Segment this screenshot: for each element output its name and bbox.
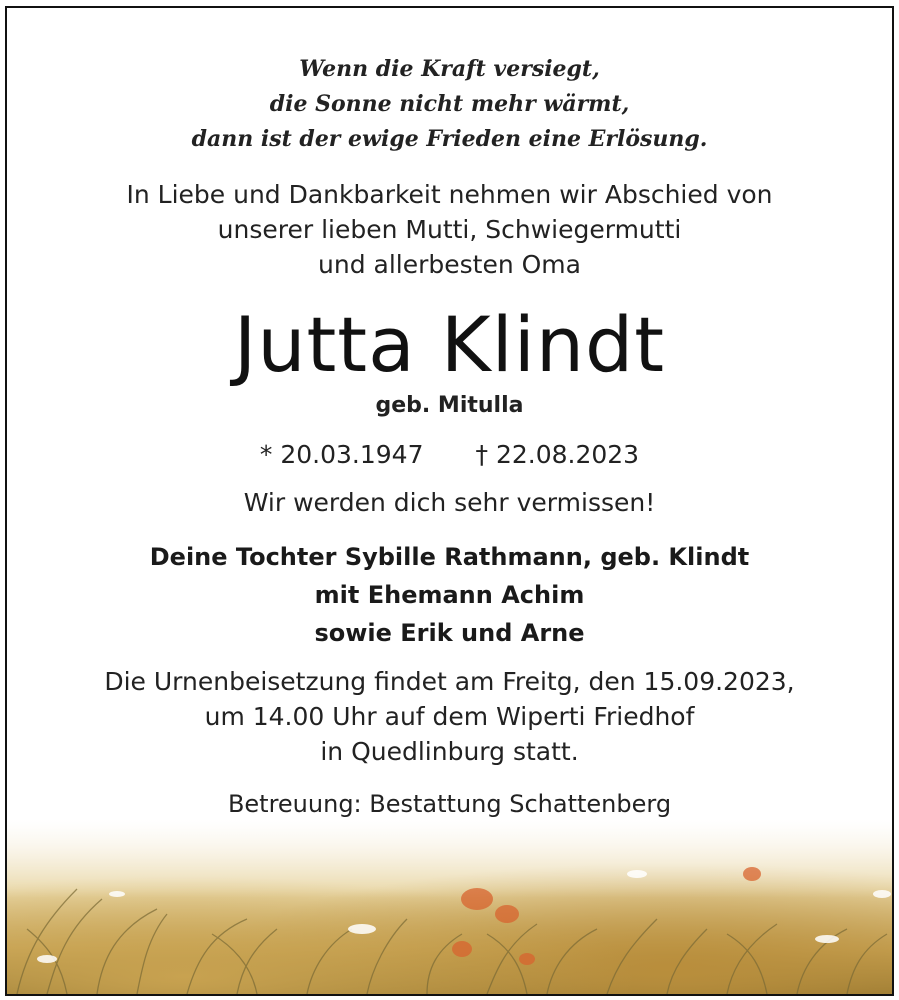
birth-date: * 20.03.1947 [259, 440, 424, 469]
family-signature [7, 538, 892, 652]
family-line: mit Ehemann Achim [314, 581, 585, 609]
death-date: † 22.08.2023 [475, 440, 640, 469]
farewell-text: Wir werden dich sehr vermissen! [243, 488, 656, 517]
obituary-card [5, 6, 894, 996]
intro-line: In Liebe und Dankbarkeit nehmen wir Abschied von [126, 180, 773, 209]
life-dates [7, 438, 892, 472]
burial-info [7, 664, 892, 769]
funeral-home: Betreuung: Bestattung Schattenberg [227, 790, 672, 818]
meadow-background-image [7, 819, 892, 994]
intro-line: und allerbesten Oma [318, 250, 581, 279]
poem-line: die Sonne nicht mehr wärmt, [269, 91, 630, 117]
intro-text [7, 177, 892, 282]
burial-line: Die Urnenbeisetzung findet am Freitg, den 15.09.2023, [104, 667, 795, 696]
poem [7, 52, 892, 157]
obituary-text [7, 8, 892, 821]
family-line: Deine Tochter Sybille Rathmann, geb. Klindt [149, 543, 750, 571]
burial-line: in Quedlinburg statt. [320, 737, 579, 766]
deceased-name: Jutta Klindt [233, 300, 666, 389]
family-line: sowie Erik und Arne [314, 619, 585, 647]
poem-line: dann ist der ewige Frieden eine Erlösung. [191, 126, 708, 152]
burial-line: um 14.00 Uhr auf dem Wiperti Friedhof [204, 702, 695, 731]
grass-illustration [7, 819, 892, 994]
maiden-name: geb. Mitulla [375, 393, 524, 418]
poem-line: Wenn die Kraft versiegt, [299, 56, 600, 82]
intro-line: unserer lieben Mutti, Schwiegermutti [217, 215, 682, 244]
